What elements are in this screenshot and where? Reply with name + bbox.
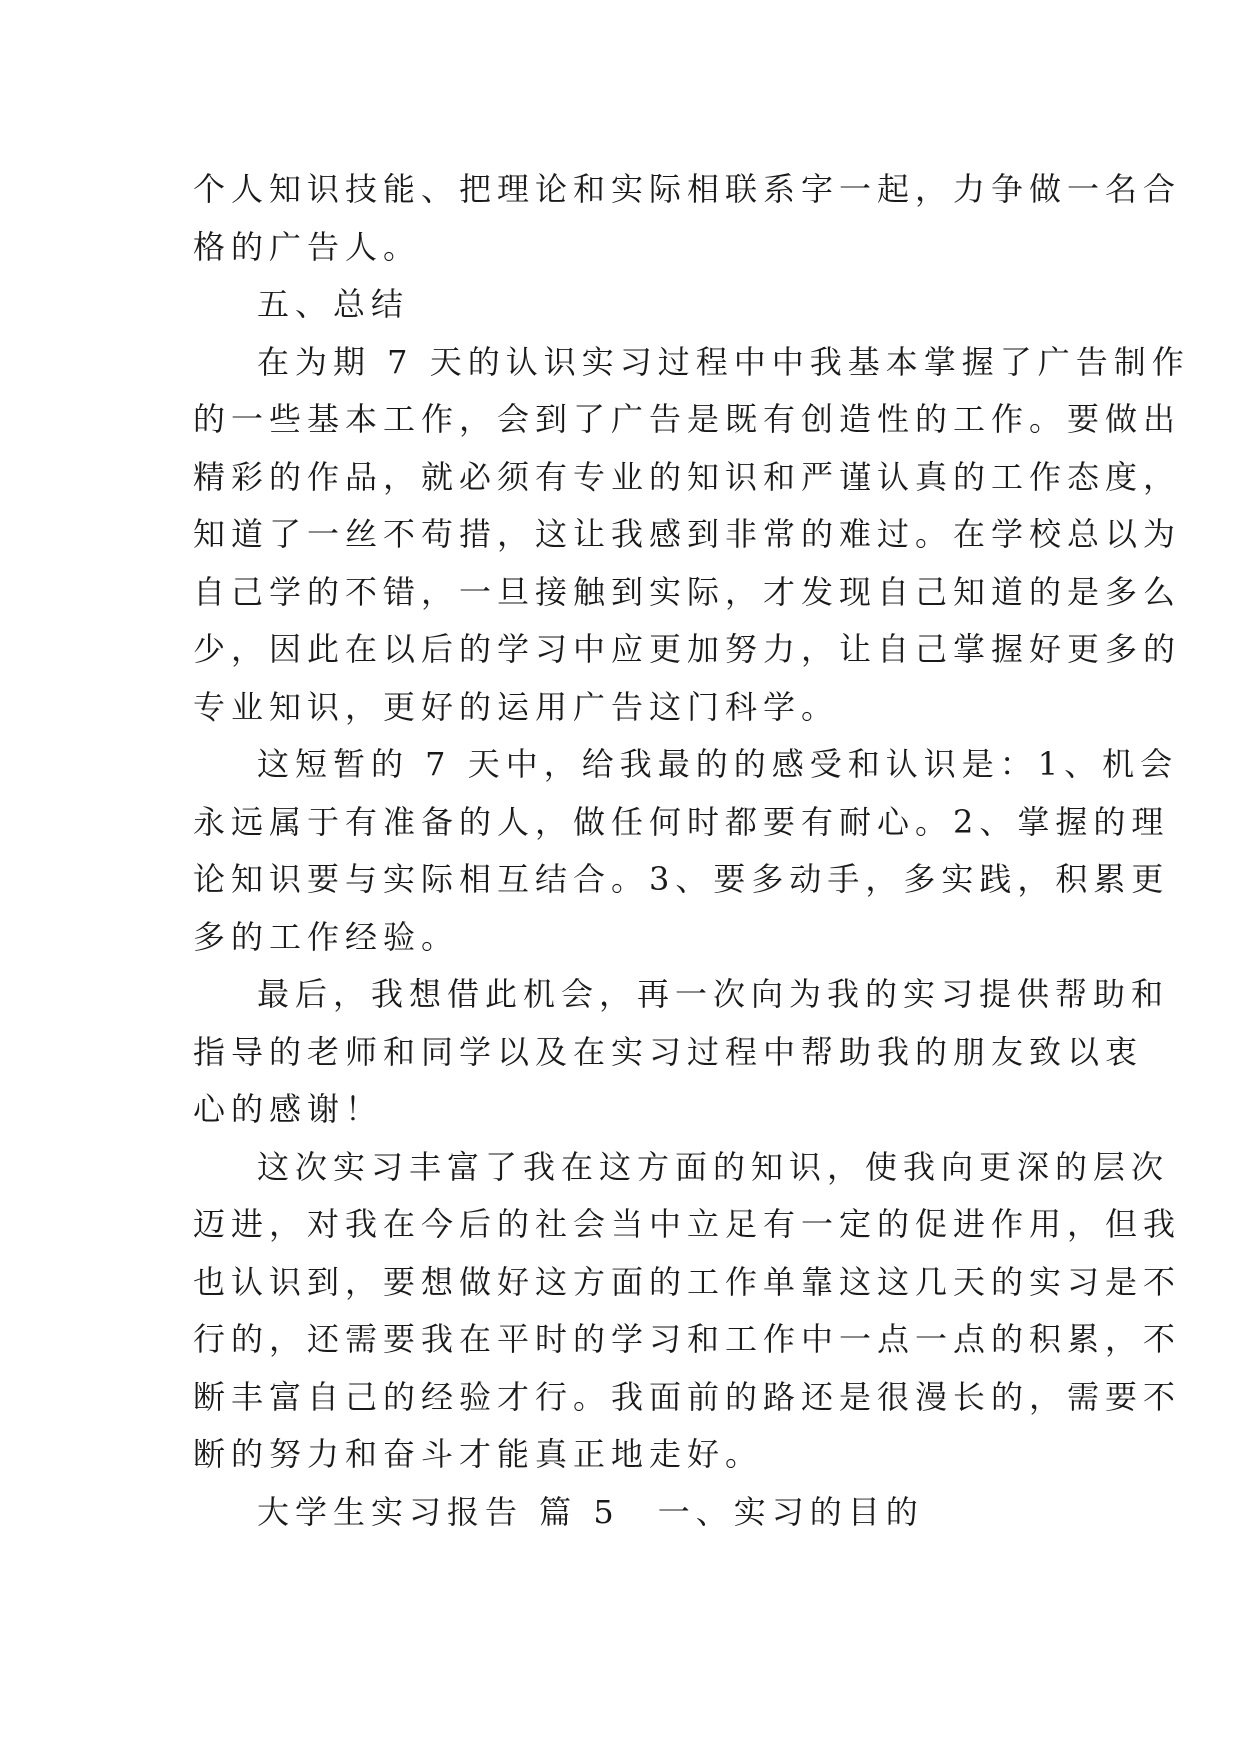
text-line-6: 精彩的作品，就必须有专业的知识和严谨认真的工作态度， xyxy=(193,457,1182,496)
text-line-8: 自己学的不错，一旦接触到实际，才发现自己知道的是多么 xyxy=(193,572,1182,611)
final-heading-line xyxy=(193,1484,1073,1542)
text-line-15: 最后，我想借此机会，再一次向为我的实习提供帮助和 xyxy=(257,975,1170,1013)
text-line-7: 知道了一丝不苟措，这让我感到非常的难过。在学校总以为 xyxy=(193,515,1182,553)
text-line-5: 的一些基本工作，会到了广告是既有创造性的工作。要做出 xyxy=(193,400,1182,438)
section-subheading: 一、实习的目的 xyxy=(657,1492,924,1531)
text-line-22: 断丰富自己的经验才行。我面前的路还是很漫长的，需要不 xyxy=(193,1377,1182,1416)
text-line-16: 指导的老师和同学以及在实习过程中帮助我的朋友致以衷 xyxy=(193,1032,1144,1071)
text-line-11: 这短暂的 7 天中，给我最的的感受和认识是：1、机会 xyxy=(257,745,1179,783)
text-line-10: 专业知识，更好的运用广告这门科学。 xyxy=(193,687,840,726)
text-line-20: 也认识到，要想做好这方面的工作单靠这这几天的实习是不 xyxy=(193,1262,1182,1301)
section-heading-summary: 五、总结 xyxy=(257,285,410,323)
report-part-heading: 大学生实习报告 篇 5 xyxy=(257,1492,620,1531)
text-line-17: 心的感谢！ xyxy=(193,1090,384,1128)
text-line-4: 在为期 7 天的认识实习过程中中我基本掌握了广告制作 xyxy=(257,342,1190,381)
text-line-14: 多的工作经验。 xyxy=(193,917,460,956)
text-line-18: 这次实习丰富了我在这方面的知识，使我向更深的层次 xyxy=(257,1147,1170,1186)
text-line-9: 少，因此在以后的学习中应更加努力，让自己掌握好更多的 xyxy=(193,630,1182,668)
text-line-12: 永远属于有准备的人，做任何时都要有耐心。2、掌握的理 xyxy=(193,802,1170,841)
document-body xyxy=(193,161,1190,1541)
text-line-2: 格的广告人。 xyxy=(193,227,422,266)
text-line-23: 断的努力和奋斗才能真正地走好。 xyxy=(193,1435,764,1473)
text-line-19: 迈进，对我在今后的社会当中立足有一定的促进作用，但我 xyxy=(193,1205,1182,1243)
text-line-21: 行的，还需要我在平时的学习和工作中一点一点的积累，不 xyxy=(193,1320,1182,1358)
text-line-13: 论知识要与实际相互结合。3、要多动手，多实践，积累更 xyxy=(193,860,1170,898)
text-line-1: 个人知识技能、把理论和实际相联系字一起，力争做一名合 xyxy=(193,170,1182,208)
